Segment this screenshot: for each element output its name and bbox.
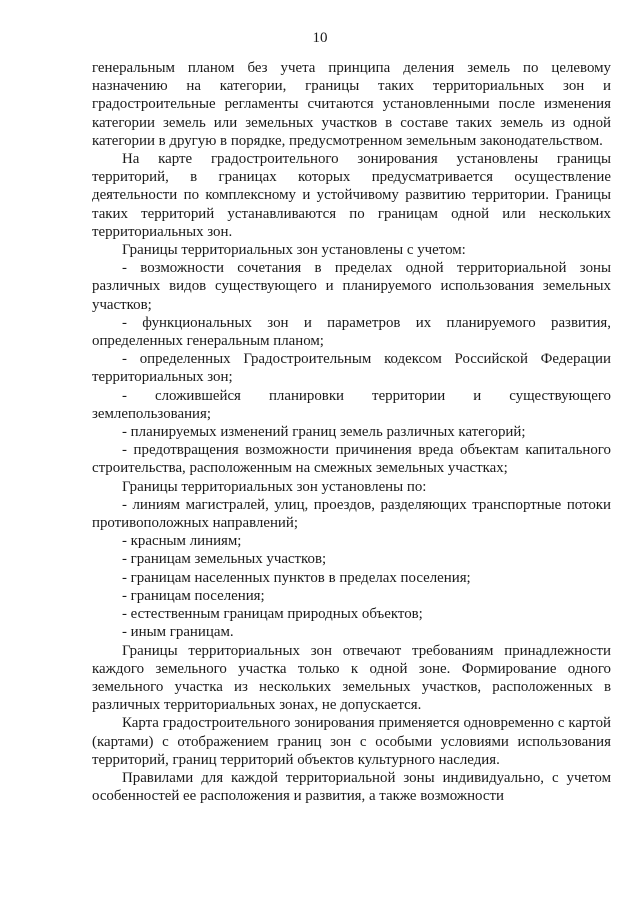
list-item: - естественным границам природных объектов; <box>122 606 423 623</box>
list-item: - линиям магистралей, улиц, проездов, разделяющих транспортные потоки противоположных направлений; <box>92 496 611 532</box>
list-item: - планируемых изменений границ земель различных категорий; <box>122 424 526 441</box>
paragraph-zone-membership: Границы территориальных зон отвечают требованиям принадлежности каждого земельного участка только к одной зоне. Формирование одного земельного участка из нескольких земельных участков, расположенных в различных территориальных зонах, не допускается. <box>92 642 611 714</box>
document-body <box>92 59 611 805</box>
paragraph-continuation: генеральным планом без учета принципа деления земель по целевому назначению на категории, границы таких территориальных зон и градостроительные регламенты считаются установленными после изменения категории земель или земельных участков в составе таких земель из одной категории в другую в порядке, предусмотренном земельным законодательством. <box>92 60 611 149</box>
list-item: - функциональных зон и параметров их планируемого развития, определенных генеральным планом; <box>92 314 611 350</box>
paragraph-boundaries-considering: Границы территориальных зон установлены с учетом: <box>122 242 466 259</box>
paragraph-zoning-map-boundaries: На карте градостроительного зонирования установлены границы территорий, в границах которых предусматривается осуществление деятельности по комплексному и устойчивому развитию территории. Границы таких территорий устанавливаются по границам одной или нескольких территориальных зон. <box>92 151 611 240</box>
list-item: - границам поселения; <box>122 587 265 604</box>
list-item: - границам населенных пунктов в пределах поселения; <box>122 569 471 586</box>
list-item: - границам земельных участков; <box>122 551 327 568</box>
list-item: - красным линиям; <box>122 533 242 550</box>
page-number: 10 <box>312 30 328 46</box>
paragraph-boundaries-set-by: Границы территориальных зон установлены по: <box>122 478 427 495</box>
list-item: - предотвращения возможности причинения вреда объектам капитального строительства, расположенным на смежных земельных участках; <box>92 442 611 477</box>
paragraph-rules-per-zone: Правилами для каждой территориальной зоны индивидуально, с учетом особенностей ее расположения и развития, а также возможности <box>92 769 611 805</box>
list-item: - сложившейся планировки территории и существующего землепользования; <box>92 387 611 422</box>
list-item: - определенных Градостроительным кодексом Российской Федерации территориальных зон; <box>92 351 611 386</box>
list-item: - иным границам. <box>122 624 234 641</box>
list-item: - возможности сочетания в пределах одной территориальной зоны различных видов существующего и планируемого использования земельных участков; <box>92 260 611 313</box>
paragraph-map-application: Карта градостроительного зонирования применяется одновременно с картой (картами) с отображением границ зон с особыми условиями использования территорий, границ территорий объектов культурного наследия. <box>92 715 611 768</box>
